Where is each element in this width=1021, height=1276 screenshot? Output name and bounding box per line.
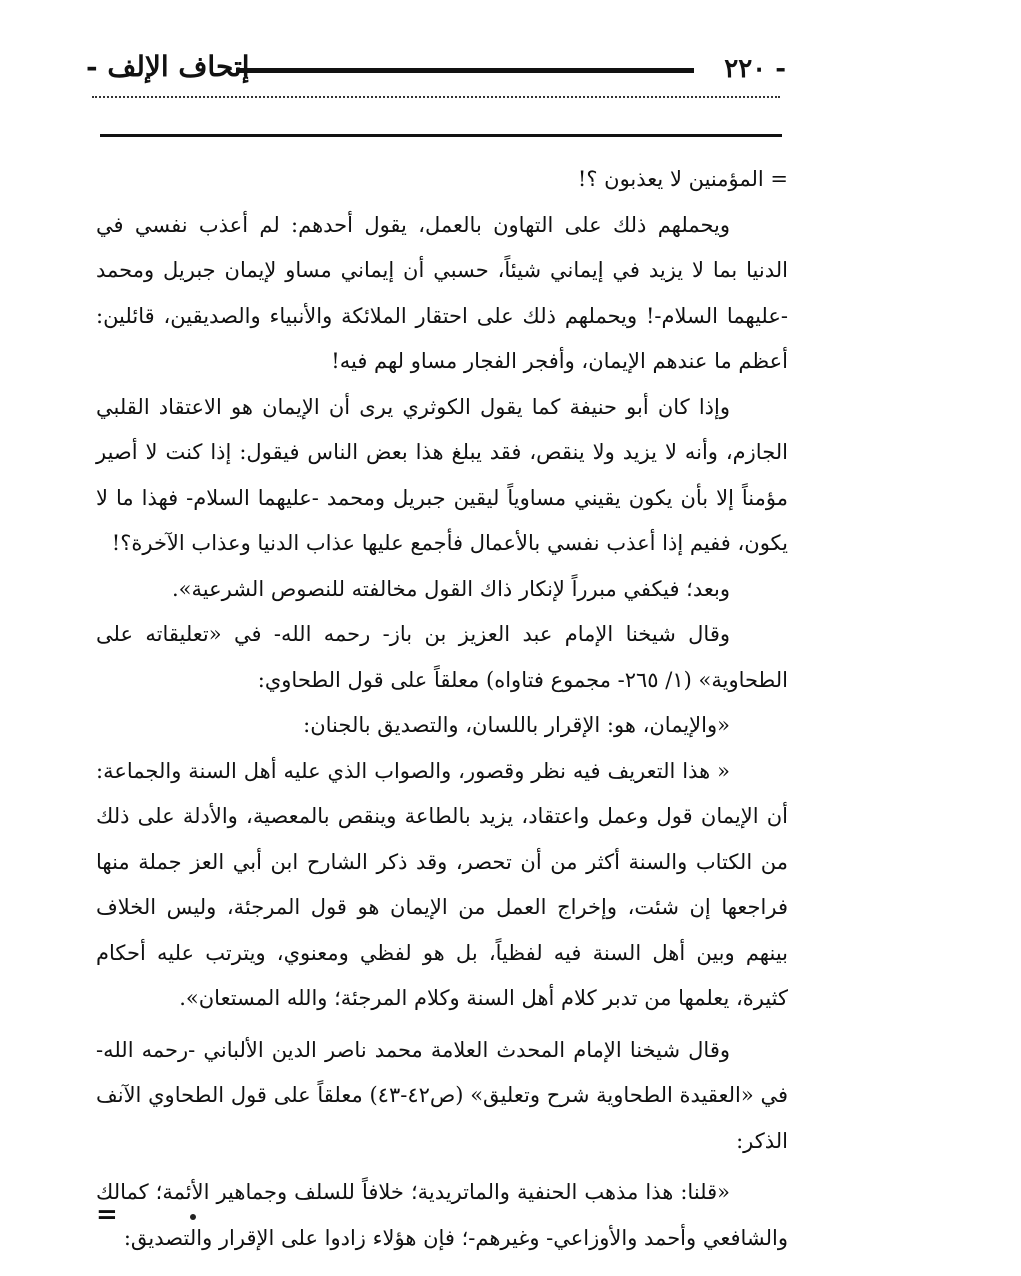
book-title: إتحاف الإلف - bbox=[86, 50, 250, 83]
paragraph: وقال شيخنا الإمام المحدث العلامة محمد ناصر الدين الألباني -رحمه الله- في «العقيدة الطحاوية شرح وتعليق» (ص٤٢-٤٣) معلقاً على قول الطحاوي الآنف الذكر: bbox=[96, 1037, 788, 1153]
paragraph: ويحملهم ذلك على التهاون بالعمل، يقول أحدهم: لم أعذب نفسي في الدنيا بما لا يزيد في إيماني شيئاً، حسبي أن إيماني مساو لإيمان جبريل ومحمد -عليهما السلام-! ويحملهم ذلك على احتقار الملائكة والأنبياء والصديقين، قائلين: أعظم ما عندهم الإيمان، وأفجر الفجار مساو لهم فيه! bbox=[96, 212, 788, 373]
page-number: - ٢٢٠ bbox=[724, 54, 786, 84]
footnote-separator bbox=[100, 134, 782, 137]
paragraph: وقال شيخنا الإمام عبد العزيز بن باز- رحمه الله- في «تعليقاته على الطحاوية» (١/ ٢٦٥- مجموع فتاواه) معلقاً على قول الطحاوي: bbox=[96, 622, 788, 692]
ink-dot bbox=[190, 1214, 196, 1220]
paragraph: وإذا كان أبو حنيفة كما يقول الكوثري يرى أن الإيمان هو الاعتقاد القلبي الجازم، وأنه لا يزيد ولا ينقص، فقد يبلغ هذا بعض الناس فيقول: إذا كنت لا أصير مؤمناً إلا بأن يكون يقيني مساوياً ليقين جبريل ومحمد -عليهما السلام- فهذا ما لا يكون، ففيم إذا أعذب نفسي بالأعمال فأجمع عليها عذاب الدنيا وعذاب الآخرة؟! bbox=[96, 394, 788, 555]
paragraph: «والإيمان، هو: الإقرار باللسان، والتصديق بالجنان: bbox=[303, 713, 730, 737]
paragraph: وبعد؛ فيكفي مبرراً لإنكار ذاك القول مخالفته للنصوص الشرعية». bbox=[171, 576, 730, 601]
page-body bbox=[96, 157, 788, 1261]
paragraph: « هذا التعريف فيه نظر وقصور، والصواب الذي عليه أهل السنة والجماعة: أن الإيمان قول وعمل واعتقاد، يزيد بالطاعة وينقص بالمعصية، والأدلة على ذلك من الكتاب والسنة أكثر من أن تحصر، وقد ذكر الشارح ابن أبي العز جملة منها فراجعها إن شئت، وإخراج العمل من الإيمان هو قول المرجئة، وليس الخلاف بينهم وبين أهل السنة فيه لفظياً، بل هو لفظي ومعنوي، ويترتب عليه أحكام كثيرة، يعلمها من تدبر كلام أهل السنة وكلام المرجئة؛ والله المستعان». bbox=[96, 758, 788, 1010]
running-header bbox=[86, 48, 786, 92]
header-rule bbox=[236, 68, 694, 73]
paragraph: = المؤمنين لا يعذبون ؟! bbox=[577, 167, 788, 191]
continuation-mark: = bbox=[96, 1200, 118, 1230]
paragraph: «قلنا: هذا مذهب الحنفية والماتريدية؛ خلافاً للسلف وجماهير الأئمة؛ كمالك والشافعي وأحمد والأوزاعي- وغيرهم-؛ فإن هؤلاء زادوا على الإقرار والتصديق: bbox=[96, 1180, 788, 1250]
dotted-divider bbox=[92, 96, 780, 98]
